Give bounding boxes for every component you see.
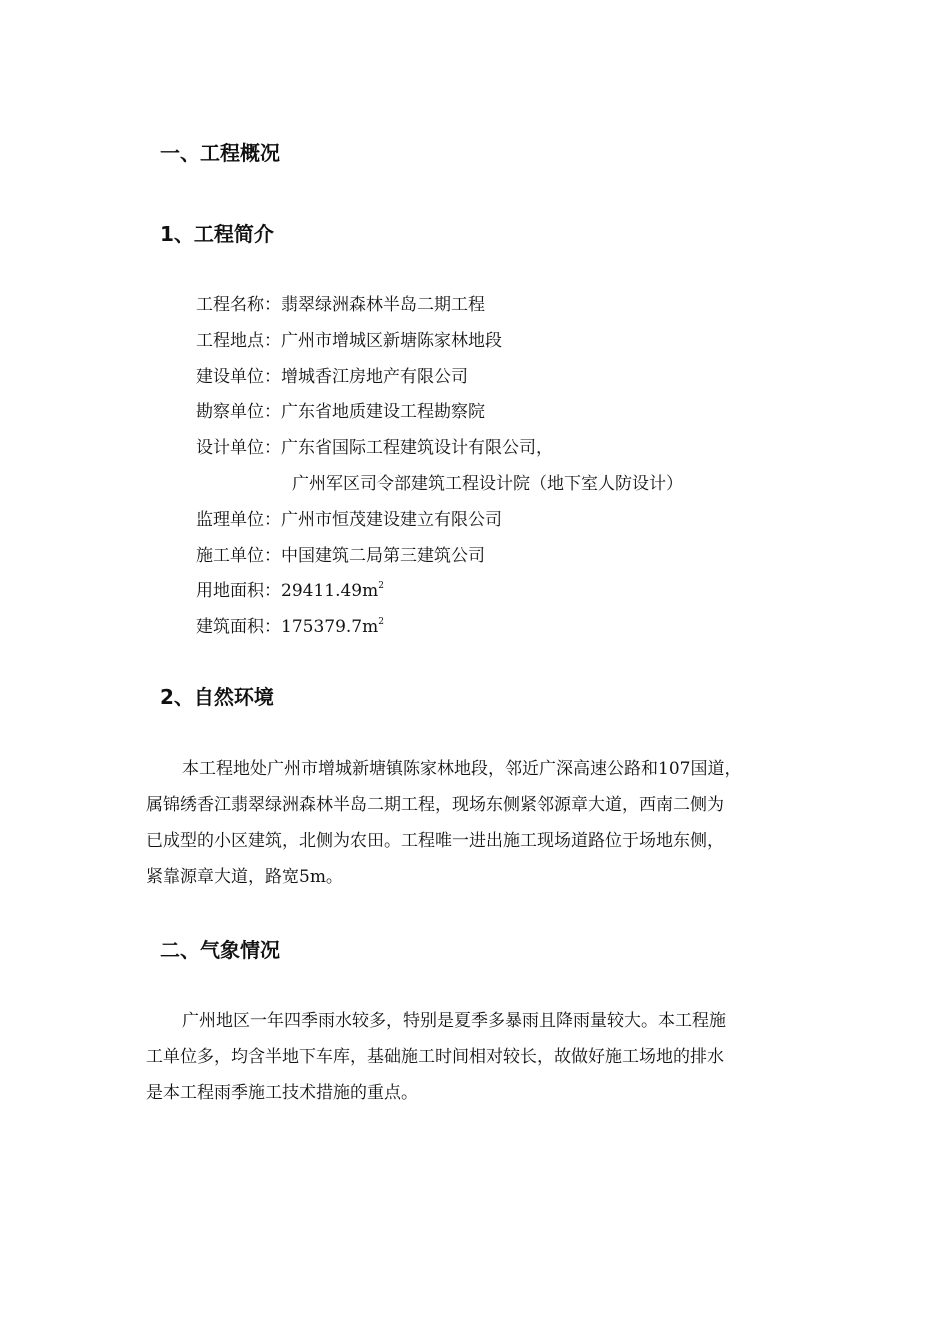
info-label: 建设单位： (196, 367, 281, 387)
heading-project-intro: 1、工程简介 (160, 222, 274, 246)
info-value: 广东省地质建设工程勘察院 (281, 402, 485, 422)
superscript: 2 (378, 617, 384, 627)
info-value: 中国建筑二局第三建筑公司 (281, 546, 485, 566)
paragraph-line: 是本工程雨季施工技术措施的重点。 (146, 1083, 418, 1103)
info-value: 翡翠绿洲森林半岛二期工程 (281, 295, 485, 315)
paragraph-line: 紧靠源章大道，路宽5m。 (146, 867, 343, 887)
info-label: 监理单位： (196, 510, 281, 530)
heading-project-overview: 一、工程概况 (160, 141, 280, 165)
info-label: 施工单位： (196, 546, 281, 566)
paragraph-line: 工单位多，均含半地下车库，基础施工时间相对较长，故做好施工场地的排水 (146, 1047, 724, 1067)
heading-weather: 二、气象情况 (160, 938, 280, 962)
info-value: 广州市增城区新塘陈家林地段 (281, 331, 502, 351)
info-value: 广东省国际工程建筑设计有限公司， (281, 438, 553, 458)
paragraph-weather (146, 1003, 826, 1111)
info-row-supervision (196, 509, 502, 531)
info-value: 29411.49m (281, 581, 379, 601)
info-value: 增城香江房地产有限公司 (281, 367, 468, 387)
info-label: 用地面积： (196, 581, 281, 601)
info-value: 175379.7m (281, 617, 379, 637)
info-row-builder (196, 366, 468, 388)
heading-natural-environment: 2、自然环境 (160, 685, 274, 709)
paragraph-natural-environment (146, 751, 826, 895)
superscript: 2 (378, 581, 384, 591)
info-label: 设计单位： (196, 438, 281, 458)
info-row-survey (196, 401, 485, 423)
info-value: 广州市恒茂建设建立有限公司 (281, 510, 502, 530)
info-label: 工程地点： (196, 331, 281, 351)
info-label: 工程名称： (196, 295, 281, 315)
info-row-project-name (196, 294, 485, 316)
info-row-design (196, 437, 553, 459)
info-row-design-continued: 广州军区司令部建筑工程设计院（地下室人防设计） (292, 474, 683, 494)
paragraph-line: 已成型的小区建筑，北侧为农田。工程唯一进出施工现场道路位于场地东侧， (146, 831, 724, 851)
info-label: 建筑面积： (196, 617, 281, 637)
info-label: 勘察单位： (196, 402, 281, 422)
info-row-construction (196, 545, 485, 567)
paragraph-line: 属锦绣香江翡翠绿洲森林半岛二期工程，现场东侧紧邻源章大道，西南二侧为 (146, 795, 724, 815)
info-row-land-area (196, 580, 384, 602)
info-row-floor-area (196, 616, 384, 638)
paragraph-line: 本工程地处广州市增城新塘镇陈家林地段，邻近广深高速公路和107国道， (182, 759, 742, 779)
paragraph-line: 广州地区一年四季雨水较多，特别是夏季多暴雨且降雨量较大。本工程施 (182, 1011, 726, 1031)
info-row-project-site (196, 330, 502, 352)
